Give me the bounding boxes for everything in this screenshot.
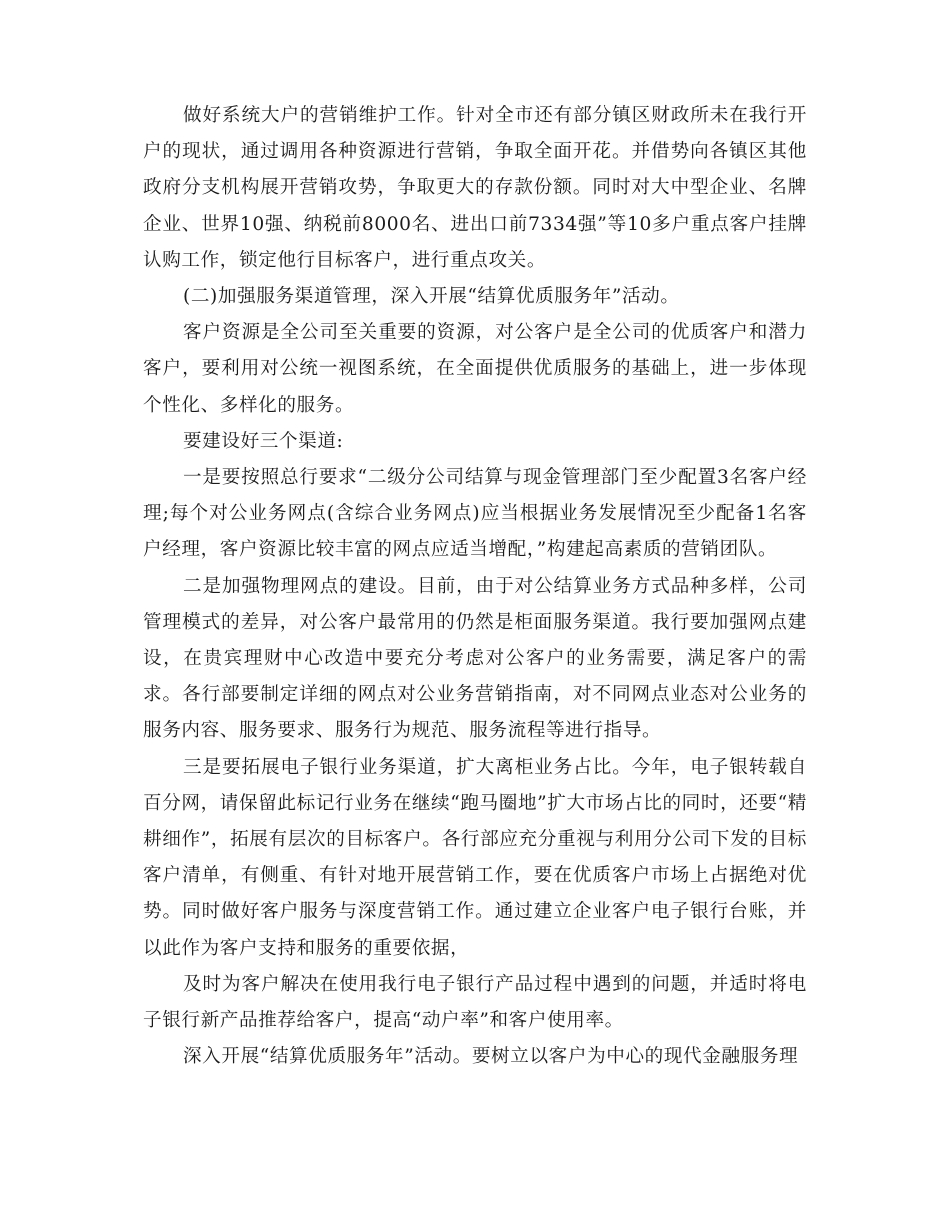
paragraph-channel-two: 二是加强物理网点的建设。目前，由于对公结算业务方式品种多样，公司管理模式的差异，对公客户最常用的仍然是柜面服务渠道。我行要加强网点建设，在贵宾理财中心改造中要充分考虑对公客户的业务需要，满足客户的需求。各行部要制定详细的网点对公业务营销指南，对不同网点业态对公业务的服务内容、服务要求、服务行为规范、服务流程等进行指导。 [143,575,807,742]
paragraph-service-year: 深入开展“结算优质服务年”活动。要树立以客户为中心的现代金融服务理 [182,1046,799,1068]
paragraph-channel-three: 三是要拓展电子银行业务渠道，扩大离柜业务占比。今年，电子银转载自百分网，请保留此标记行业务在继续“跑马圈地”扩大市场占比的同时，还要“精耕细作”，拓展有层次的目标客户。各行部应充分重视与利用分公司下发的目标客户清单，有侧重、有针对地开展营销工作，要在优质客户市场上占据绝对优势。同时做好客户服务与深度营销工作。通过建立企业客户电子银行台账，并以此作为客户支持和服务的重要依据， [143,756,807,959]
paragraph-client-resources: 客户资源是全公司至关重要的资源，对公客户是全公司的优质客户和潜力客户，要利用对公统一视图系统，在全面提供优质服务的基础上，进一步体现个性化、多样化的服务。 [143,322,807,416]
paragraph-channel-one: 一是要按照总行要求“二级分公司结算与现金管理部门至少配置3名客户经理;每个对公业务网点(含综合业务网点)应当根据业务发展情况至少配备1名客户经理，客户资源比较丰富的网点应适当增配，”构建起高素质的营销团队。 [143,467,807,561]
paragraph-e-banking-support: 及时为客户解决在使用我行电子银行产品过程中遇到的问题，并适时将电子银行新产品推荐给客户，提高“动户率”和客户使用率。 [143,973,807,1032]
section-heading-service-channels: (二)加强服务渠道管理，深入开展“结算优质服务年”活动。 [182,286,680,308]
paragraph-three-channels-intro: 要建设好三个渠道: [182,430,344,452]
paragraph-major-client-marketing: 做好系统大户的营销维护工作。针对全市还有部分镇区财政所未在我行开户的现状，通过调用各种资源进行营销，争取全面开花。并借势向各镇区其他政府分支机构展开营销攻势，争取更大的存款份额。同时对大中型企业、名牌企业、世界10强、纳税前8000名、进出口前7334强”等10多户重点客户挂牌认购工作，锁定他行目标客户，进行重点攻关。 [143,105,807,271]
document-body [143,98,807,1075]
